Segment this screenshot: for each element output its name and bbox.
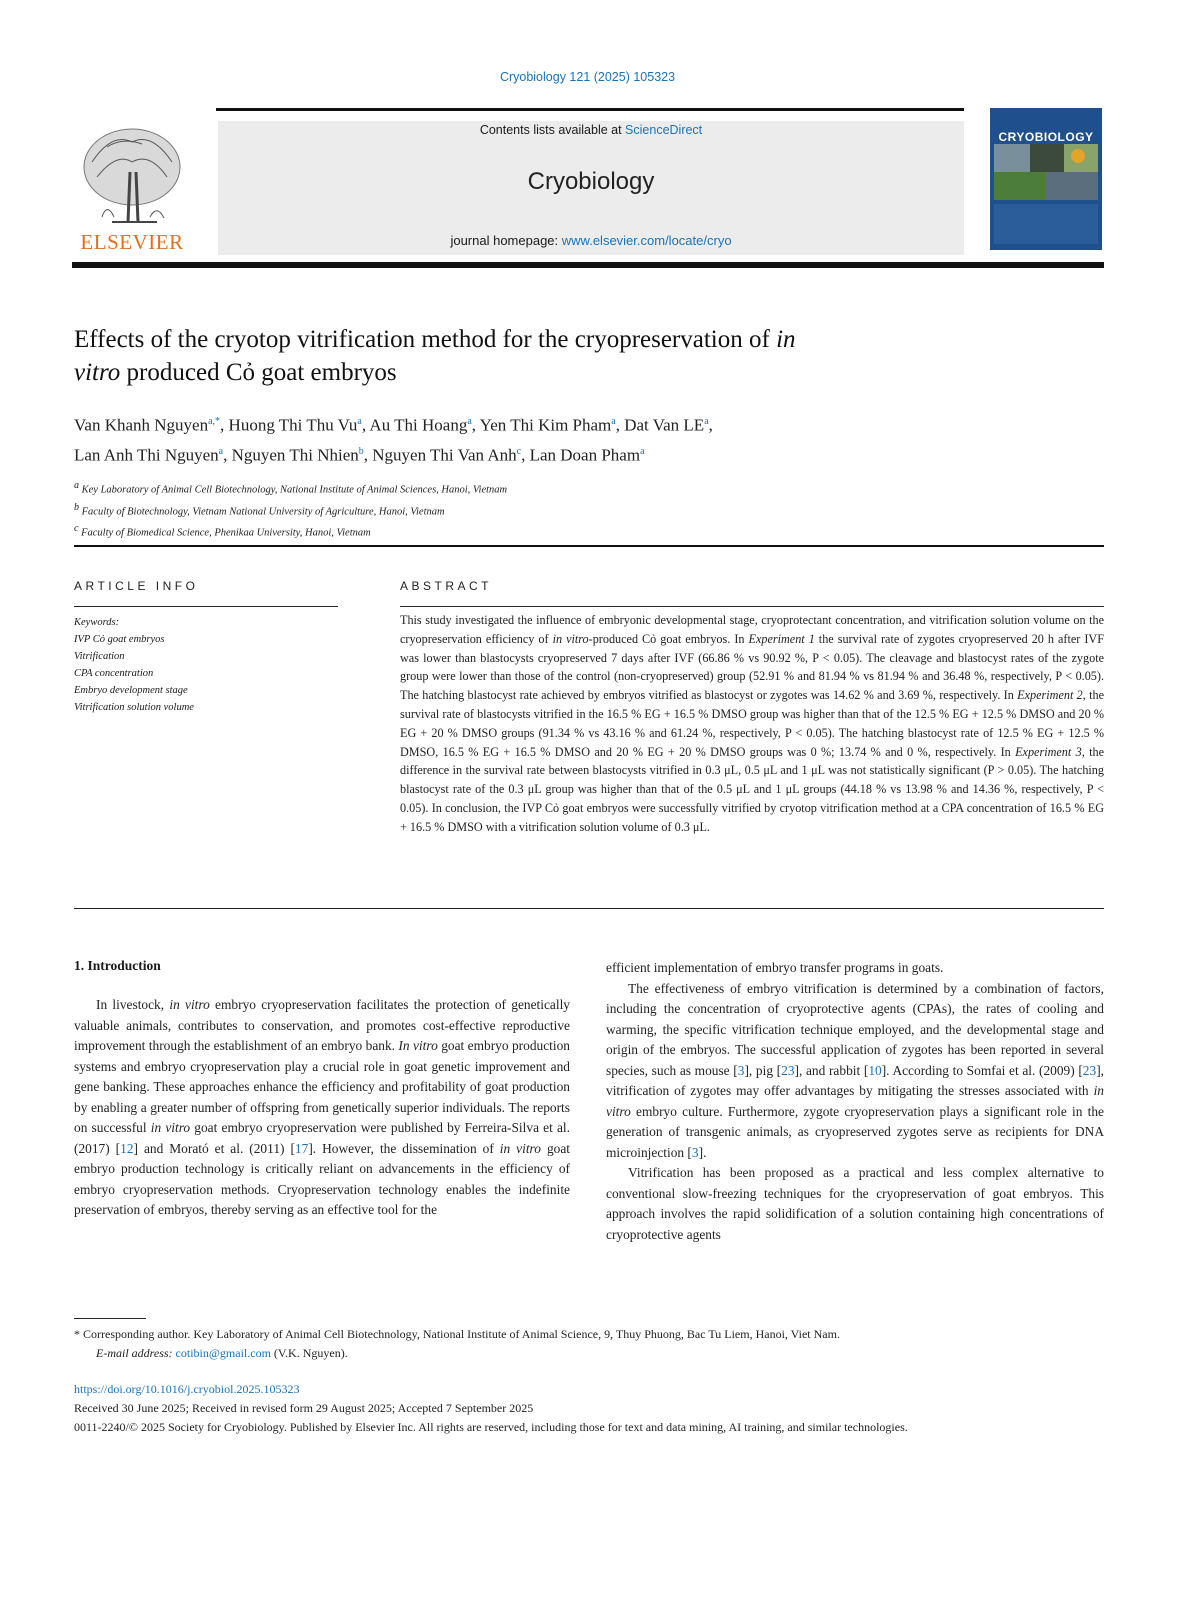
author-name[interactable]: Huong Thi Thu Vu — [228, 415, 358, 435]
header-top-rule — [216, 108, 964, 111]
reference-link[interactable]: 17 — [294, 1140, 309, 1156]
article-info-heading: ARTICLE INFO — [74, 579, 199, 593]
intro-paragraph-2 — [606, 979, 1104, 1164]
text-italic: in vitro — [150, 1120, 191, 1135]
affiliation-text: Faculty of Biomedical Science, Phenikaa University, Hanoi, Vietnam — [81, 527, 371, 539]
abstract-italic: Experiment 1 — [748, 631, 815, 646]
homepage-link[interactable]: www.elsevier.com/locate/cryo — [561, 233, 732, 248]
keyword-item: Vitrification solution volume — [74, 702, 194, 713]
reference-link[interactable]: 23 — [1082, 1062, 1097, 1078]
corresponding-author-footnote — [74, 1325, 1104, 1363]
email-link[interactable]: cotibin@gmail.com — [175, 1346, 271, 1360]
author-affil-sup[interactable]: a — [704, 416, 709, 427]
article-title — [74, 323, 974, 389]
affiliation-item — [74, 499, 974, 521]
affiliation-key: c — [74, 523, 79, 534]
author-affil-sup[interactable]: a — [218, 445, 224, 457]
affiliations — [74, 477, 974, 542]
keyword-item: Embryo development stage — [74, 685, 188, 696]
affiliation-text: Key Laboratory of Animal Cell Biotechnology, National Institute of Animal Sciences, Hanoi, Vietnam — [81, 484, 508, 496]
keyword-item: Vitrification — [74, 651, 125, 662]
journal-name: Cryobiology — [527, 168, 655, 195]
title-block-rule — [74, 545, 1104, 547]
doi-block — [74, 1380, 1104, 1437]
author-name[interactable]: Yen Thi Kim Pham — [479, 415, 612, 435]
author-separator: , — [361, 415, 370, 435]
cover-title: CRYOBIOLOGY — [998, 130, 1094, 144]
text-segment: ], and rabbit [ — [794, 1062, 869, 1078]
footnote-star: * — [74, 1327, 80, 1341]
author-separator: , — [223, 445, 232, 465]
abstract-segment: the survival rate of zygotes cryopreserved 20 h after IVF was lower than blastocysts cryopreserved 7 days after IVF (66.86 % vs 90.92 %, P < 0.05). The cleavage and blastocyst rates of the zygote group were lower than those of the control (non-cryopreserved) group (52.91 % and 81.94 % vs 81.94 % and 36.48 %, respectively, P < 0.05). The hatching blastocyst rate achieved by embryos vitrified as blastocyst or zygotes was 14.62 % and 3.69 %, respectively. In — [400, 631, 1104, 703]
text-segment: ]. According to Somfai et al. (2009) [ — [881, 1062, 1083, 1078]
abstract-bottom-rule — [74, 908, 1104, 909]
text-segment: The effectiveness of embryo vitrification is determined by a combination of factors, including the concentration of cryoprotective agents (CPAs), the rates of cooling and warming, the specific vitrification technique employed, and the developmental stage and origin of the embryos. The successful application of zygotes has been reported in several species, such as mouse [ — [606, 980, 1104, 1078]
reference-link[interactable]: 10 — [868, 1062, 882, 1078]
title-part-1: Effects of the cryotop vitrification method for the cryopreservation of — [74, 326, 777, 353]
footnote-rule — [74, 1318, 146, 1319]
abstract-segment: -produced Cỏ goat embryos. In — [588, 631, 749, 646]
elsevier-wordmark: ELSEVIER — [80, 230, 184, 254]
keywords-label: Keywords: — [74, 617, 120, 628]
text-segment: goat embryo production systems and embryo cryopreservation play a crucial role in goat genetic improvement and gene banking. These approaches enhance the efficiency and profitability of goat production by enabling a greater number of offspring from genetically superior individuals. The reports on successful — [74, 1038, 570, 1135]
author-name[interactable]: Nguyen Thi Van Anh — [372, 445, 517, 465]
footnote-text: Corresponding author. Key Laboratory of Animal Cell Biotechnology, National Institute of Animal Science, 9, Thuy Phuong, Bac Tu Liem, Hanoi, Viet Nam. — [80, 1327, 840, 1341]
abstract-italic: Experiment 3 — [1015, 744, 1082, 759]
text-segment: ]. However, the dissemination of — [308, 1140, 500, 1156]
abstract-italic: in vitro — [552, 631, 589, 646]
author-separator: , — [220, 415, 229, 435]
abstract-heading: ABSTRACT — [400, 579, 493, 593]
author-name[interactable]: Lan Doan Pham — [529, 445, 641, 465]
abstract-segment: , the survival rate of blastocysts vitrified in the 16.5 % EG + 16.5 % DMSO group was higher than that of the 12.5 % EG + 12.5 % DMSO and 20 % EG + 20 % DMSO groups (91.34 % vs 43.16 % and 61.24 %, respectively, P < 0.05). The hatching blastocyst rate of 12.5 % EG + 12.5 % DMSO, 16.5 % EG + 16.5 % DMSO and 20 % EG + 20 % DMSO groups was 0 %; 13.74 % and 0 %, respectively. In — [400, 688, 1105, 759]
abstract-text — [400, 611, 1104, 837]
author-affil-sup[interactable]: a — [611, 416, 616, 427]
footnote-email-line — [74, 1344, 1104, 1363]
email-suffix: (V.K. Nguyen). — [270, 1346, 348, 1360]
author-name[interactable]: Dat Van LE — [624, 415, 705, 435]
title-italic-2: vitro — [74, 359, 121, 386]
keywords-block — [74, 614, 344, 716]
text-segment: ]. — [698, 1144, 707, 1160]
author-separator: , — [615, 415, 625, 435]
reference-link[interactable]: 23 — [781, 1062, 795, 1078]
title-italic-1: in — [776, 326, 796, 353]
text-segment: ], vitrification of zygotes may offer advantages by mitigating the stresses associated with — [606, 1062, 1104, 1098]
reference-link[interactable]: 3 — [691, 1144, 699, 1160]
publication-dates: Received 30 June 2025; Received in revised form 29 August 2025; Accepted 7 September 2025 — [74, 1401, 534, 1415]
author-affil-sup[interactable]: a,* — [208, 416, 221, 427]
abstract-segment: This study investigated the influence of embryonic developmental stage, cryoprotectant concentration, and vitrification solution volume on the cryopreservation efficiency of — [400, 613, 1104, 646]
abstract-rule — [400, 606, 1104, 607]
affiliation-item — [74, 520, 974, 542]
text-italic: In vitro — [398, 1038, 438, 1053]
author-affil-sup[interactable]: a — [640, 445, 645, 457]
reference-link[interactable]: 3 — [737, 1062, 745, 1078]
body-column-right — [606, 958, 1104, 1245]
introduction-heading: 1. Introduction — [74, 958, 161, 973]
text-segment: goat embryo cryopreservation were published by Ferreira-Silva et al. (2017) [ — [74, 1120, 571, 1156]
intro-paragraph-3: Vitrification has been proposed as a practical and less complex alternative to conventional slow-freezing techniques for the cryopreservation of goat embryos. This approach involves the rapid solidification of a solution containing high concentrations of cryoprotective agents — [606, 1165, 1104, 1242]
keyword-item: IVP Cỏ goat embryos — [74, 634, 165, 645]
header-thick-rule — [72, 262, 1104, 268]
text-italic: in vitro — [606, 1083, 1104, 1119]
reference-link[interactable]: 12 — [120, 1140, 134, 1156]
text-segment: ] and Morató et al. (2011) [ — [133, 1140, 295, 1156]
abstract-italic: Experiment 2 — [1017, 688, 1083, 703]
author-list — [74, 409, 1104, 468]
text-segment: ], pig [ — [744, 1062, 782, 1078]
homepage-prefix: journal homepage: — [450, 233, 562, 248]
keyword-item: CPA concentration — [74, 668, 154, 679]
affiliation-key: b — [74, 501, 79, 513]
doi-link[interactable]: https://doi.org/10.1016/j.cryobiol.2025.105323 — [74, 1382, 300, 1396]
journal-reference[interactable]: Cryobiology 121 (2025) 105323 — [499, 70, 676, 84]
author-name[interactable]: Nguyen Thi Nhien — [231, 445, 359, 465]
sciencedirect-link[interactable]: ScienceDirect — [625, 123, 703, 137]
author-affil-sup[interactable]: c — [516, 445, 522, 457]
author-separator: , — [521, 445, 530, 465]
text-segment: embryo cryopreservation facilitates the protection of genetically valuable animals, contributes to conservation, and promotes cost-effective reproductive improvement through the establishment of an embryo bank. — [74, 997, 571, 1053]
author-name[interactable]: Lan Anh Thi Nguyen — [74, 445, 219, 465]
text-segment: In livestock, — [96, 997, 170, 1012]
affiliation-text: Faculty of Biotechnology, Vietnam National University of Agriculture, Hanoi, Vietnam — [81, 506, 445, 517]
intro-paragraph-1-continued: efficient implementation of embryo transfer programs in goats. — [606, 960, 944, 975]
homepage-line — [218, 233, 964, 248]
author-separator: , — [363, 445, 373, 465]
intro-paragraph-1 — [74, 995, 570, 1221]
text-segment: embryo culture. Furthermore, zygote cryopreservation plays a significant role in the generation of transgenic animals, as cryopreserved zygotes serve as recipients for DNA microinjection [ — [606, 1103, 1104, 1160]
author-name[interactable]: Au Thi Hoang — [369, 415, 468, 435]
text-italic: in vitro — [169, 997, 210, 1012]
email-label: E-mail address: — [96, 1346, 173, 1360]
abstract-segment: , the difference in the survival rate between blastocysts vitrified in 0.3 μL, 0.5 μL and 1 μL was not statistically significant (P > 0.05). The hatching blastocyst rate of the 0.3 μL group was higher than that of the 0.5 μL and 1 μL groups (44.18 % vs 13.98 % and 14.36 %, respectively, P < 0.05). In conclusion, the IVP Cỏ goat embryos were successfully vitrified by cryotop vitrification method at a CPA concentration of 16.5 % EG + 16.5 % DMSO with a vitrification solution volume of 0.3 μL. — [400, 744, 1105, 834]
author-separator: , — [471, 415, 480, 435]
author-affil-sup[interactable]: b — [358, 445, 364, 457]
footnote-corresponding — [74, 1325, 1104, 1344]
affiliation-key: a — [74, 480, 79, 491]
affiliation-item — [74, 477, 974, 499]
author-affil-sup[interactable]: a — [357, 416, 362, 427]
author-name[interactable]: Van Khanh Nguyen — [74, 415, 209, 435]
text-italic: in vitro — [499, 1140, 541, 1156]
body-column-left — [74, 995, 570, 1221]
author-affil-sup[interactable]: a — [467, 416, 472, 427]
text-segment: goat embryo production technology is critically reliant on advancements in the efficiency of embryo cryopreservation methods. Cryopreservation technology enables the indefinite preservation of embryos, thereby serving as an effective tool for the — [74, 1140, 570, 1217]
contents-line — [218, 123, 964, 137]
author-separator: , — [708, 415, 713, 435]
copyright-notice: 0011-2240/© 2025 Society for Cryobiology. Published by Elsevier Inc. All rights are reserved, including those for text and data mining, AI training, and similar technologies. — [74, 1420, 908, 1434]
title-part-2: produced Cỏ goat embryos — [120, 359, 397, 386]
contents-prefix: Contents lists available at — [479, 123, 626, 137]
article-info-rule — [74, 606, 338, 607]
